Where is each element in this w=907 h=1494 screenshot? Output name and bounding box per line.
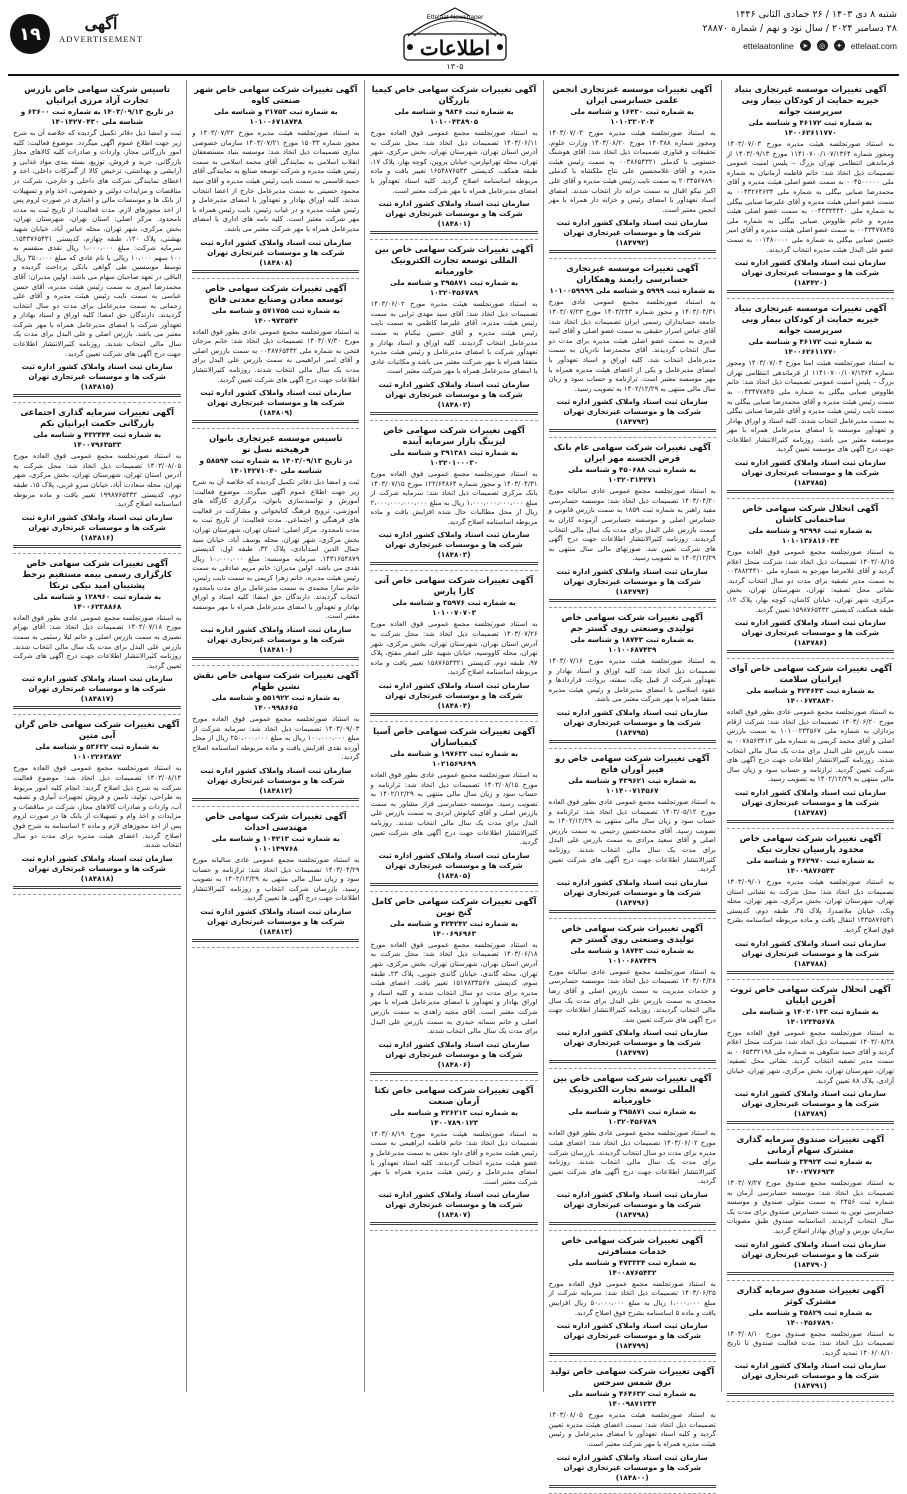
ad-column <box>186 80 364 1392</box>
notice-signature: سازمان ثبت اسناد واملاک کشور اداره ثبت شرکت ها و موسسات غیرتجاری تهران <box>556 1028 708 1048</box>
notice-title: آگهی تغییرات شرکت سهامی خاص مهندسی احداث <box>205 810 347 832</box>
notice-title: آگهی تغییرات شرکت سهامی خاص آسیا کیمیاسازان <box>373 726 535 748</box>
notice-title: آگهی تغییرات شرکت سهامی خاص تکتا آرمان صنعت <box>374 1084 534 1106</box>
notice-body: به استناد صورتجلسه هیئت مدیره مورخ ۱۴۰۳/۰۷/۰۳ ومجوز شماره ۱۱۴۱۰۷۰۰/۱۰۷/۱۳۶۴ مورخ ۱۴۰۳/۰۹/۱۳ از فرماندهی انتظامی تهران بزرگ – پلیس امنیت عمومی تصمیمات ذیل اتخاذ شد: خانم فاطمه آرمانیان به شماره ملی ۰۰۴۵۰۰۰۰۰ به سمت عضو اصلی هیئت مدیره و آقای محمدرضا صبایی بیگلی به شماره ملی ۰۰۴۳۲۶۴۶۳۴ به سمت عضو اصلی هیئت مدیره و آقای علیرضا صبایی بیگلی به شماره ملی ۰۰۴۳۳۳۴۴۴۰ به سمت عضو اصلی هیئت مدیره و خانم طاووس صبایی بیگلی به شماره ملی ۰۰۴۳۴۷۷۸۴۵ به سمت عضو اصلی هیئت مدیره و آقای امیر حسین صبایی بیگلی به شماره ملی ۰۰۱۴۸۰۰۰۰ به سمت عضو علی البدل هیئت مدیره انتخاب گردیدند. <box>726 140 894 254</box>
notice-separator <box>727 1393 894 1396</box>
legal-notice <box>370 722 537 892</box>
section-title-fa: آگهی <box>84 14 118 33</box>
legal-notice <box>549 259 716 438</box>
notice-separator <box>192 798 359 801</box>
notice-signature: سازمان ثبت اسناد واملاک کشور اداره ثبت شرکت ها و موسسات غیرتجاری تهران <box>378 1190 530 1210</box>
notice-code: (۱۸۴۷۸۸) <box>793 958 827 968</box>
notice-signature: سازمان ثبت اسناد واملاک کشور اداره ثبت شرکت ها و موسسات غیرتجاری تهران <box>734 458 886 478</box>
notice-code: (۱۸۴۴۲۰) <box>793 278 827 288</box>
notice-code: (۱۸۴۸۰۷) <box>437 1210 471 1220</box>
notice-signature: سازمان ثبت اسناد واملاک کشور اداره ثبت شرکت ها و موسسات غیرتجاری تهران <box>378 199 530 219</box>
notice-title: آگهی انحلال شرکت سهامی خاص ثروت آفرین ایلیان <box>730 983 891 1005</box>
legal-notice <box>192 80 359 279</box>
notice-title: آگهی تغییرات شرکت سهامی خاص کارگزاری رسمی بیمه مستقیم برخط پشتیبان امید نیکی ترنکا <box>22 557 172 590</box>
notice-body: به استناد صورتجلسه مجمع عمومی فوق العاده مورخ ۱۴۰۳/۰۸/۱۵ تصمیمات ذیل اتخاذ شد: شرکت منحل اعلام گردید و آقای غلامرضا مهرجو به شماره ملی ۰۰۳۸۸۲۴۴۱۰ به سمت مدیر تصفیه برای مدت دو سال انتخاب گردید. نشانی محل تصفیه: تهران، شهرستان تهران، بخش مرکزی، شهر تهران، خیابان کاشان، کوچه بهار، پلاک ۱۲، طبقه همکف، کدپستی ۱۵۹۸۷۶۵۴۳۲ تعیین گردید. <box>726 548 894 614</box>
legal-notice <box>370 1081 537 1232</box>
notice-body: به استناد صورتجلسه مجمع عمومی عادی بطور فوق العاده مورخ ۱۴۰۳/۰۷/۱۸ تصمیمات ذیل اتخاذ شد: آقای بهرام نصیری به سمت بازرس اصلی و خانم لیلا رستمی به سمت بازرس علی البدل برای مدت یک سال مالی انتخاب شدند. روزنامه کثیرالانتشار اطلاعات جهت درج آگهی های شرکت تعیین گردید. <box>13 613 182 670</box>
notice-registration: در تاریخ ۱۴۰۳/۰۹/۱۳ به شماره ثبت ۶۳۶۰۰ و شناسه ملی ۱۴۰۱۴۲۷۰۴۳۰ <box>20 107 174 126</box>
notice-body: به استناد صورتجلسه هیئت مدیره مورخ ۱۴۰۳/۰۶/۰۲ تصمیمات ذیل اتخاذ شد: آقای سید مهدی ترابی به سمت رئیس هیئت مدیره، آقای علیرضا کاظمی به سمت نایب رئیس هیئت مدیره و آقای حسین نیکنام به سمت مدیرعامل انتخاب گردیدند. کلیه اوراق و اسناد بهادار و تعهدآور شرکت با امضای مدیرعامل و رئیس هیئت مدیره متفقا همراه با مهر شرکت معتبر می باشد و مکاتبات عادی با امضای مدیرعامل همراه با مهر شرکت معتبر است. <box>370 300 538 376</box>
notice-code: (۱۸۴۸۰۳) <box>437 550 471 560</box>
notice-signature: سازمان ثبت اسناد واملاک کشور اداره ثبت شرکت ها و موسسات غیرتجاری تهران <box>734 1089 886 1109</box>
notice-signature: سازمان ثبت اسناد واملاک کشور اداره ثبت شرکت ها و موسسات غیرتجاری تهران <box>556 567 708 587</box>
ad-column <box>721 80 899 1392</box>
legal-notice <box>13 715 181 894</box>
social-handle-1[interactable]: ettelaatonline <box>743 40 794 51</box>
notice-registration: به شماره ثبت ۴۳۹۶۲۱ و شناسه ملی ۱۰۱۴۰۰۷۱۴۵۶۷ <box>568 776 697 795</box>
notice-signature: سازمان ثبت اسناد واملاک کشور اداره ثبت شرکت ها و موسسات غیرتجاری تهران <box>556 1321 708 1341</box>
notice-code: (۱۸۴۷۹۳) <box>615 417 649 427</box>
notice-separator <box>370 1072 537 1075</box>
notice-signature: سازمان ثبت اسناد واملاک کشور اداره ثبت شرکت ها و موسسات غیرتجاری تهران <box>556 1452 708 1472</box>
notice-signature: سازمان ثبت اسناد واملاک کشور اداره ثبت شرکت ها و موسسات غیرتجاری تهران <box>378 379 530 399</box>
notice-code: (۱۸۴۷۹۸) <box>615 1209 649 1219</box>
legal-notice <box>13 80 181 403</box>
notice-signature: سازمان ثبت اسناد واملاک کشور اداره ثبت شرکت ها و موسسات غیرتجاری تهران <box>200 388 352 408</box>
legal-notice <box>727 1130 894 1281</box>
section-title <box>56 14 146 44</box>
legal-notice <box>370 892 537 1081</box>
ads-columns <box>8 80 899 1482</box>
telegram-icon[interactable]: ➤ <box>800 40 811 51</box>
notice-signature: سازمان ثبت اسناد واملاک کشور اداره ثبت شرکت ها و موسسات غیرتجاری تهران <box>378 530 530 550</box>
legal-notice <box>192 807 359 948</box>
notice-separator <box>13 706 181 709</box>
notice-signature: سازمان ثبت اسناد واملاک کشور اداره ثبت شرکت ها و موسسات غیرتجاری تهران <box>378 850 530 870</box>
notice-body: ثبت و امضا ذیل دفاتر تکمیل گردیده که خلاصه آن به شرح زیر جهت اطلاع عموم آگهی میگردد. موضوع فعالیت: آموزش و توانمندسازی بانوان، برگزاری کارگاه های آموزشی، ترویج فرهنگ کتابخوانی و مشارکت در فعالیت های فرهنگی و اجتماعی. مدت فعالیت: از تاریخ ثبت به مدت نامحدود. مرکز اصلی: استان تهران، شهرستان تهران، بخش مرکزی، شهر تهران، محله یوسف آباد، خیابان سید جمال الدین اسدآبادی، پلاک ۳۲، طبقه اول، کدپستی ۱۴۳۱۶۵۴۸۷۹. سرمایه موسسه: مبلغ ۱۰،۰۰۰،۰۰۰ ریال نقدی می باشد. اولین مدیران: خانم مریم صادقی به سمت رئیس هیئت مدیره، خانم زهرا کریمی به سمت نایب رئیس، خانم سارا محمدی به سمت مدیرعامل برای مدت نامحدود انتخاب گردیدند. دارندگان حق امضا: کلیه اسناد و اوراق بهادار و تعهدآور با امضای مدیرعامل همراه با مهر موسسه معتبر است. <box>192 478 360 621</box>
notice-title: آگهی تغییرات شرکت سهامی خاص گران آبی متین <box>15 719 180 741</box>
notice-title: آگهی تغییرات سرمایه گذاری اجتماعی بازرگانی حکمت ایرانیان بکم <box>20 407 174 429</box>
notice-signature: سازمان ثبت اسناد واملاک کشور اداره ثبت شرکت ها و موسسات غیرتجاری تهران <box>734 1361 886 1381</box>
notice-code: (۱۸۴۷۸۹) <box>793 1109 827 1119</box>
notice-separator <box>192 270 359 273</box>
notice-registration: به شماره ثبت ۱۸۷۴۳ و شناسه ملی ۱۰۱۰۰۶۸۷۴۳۹ <box>570 635 694 655</box>
notice-separator <box>13 886 181 889</box>
notice-registration: به شماره ثبت ۴۶۲۹۷۰ و شناسه ملی ۱۴۰۰۹۸۷۶۵۴۳ <box>746 855 875 875</box>
ad-column <box>364 80 542 1392</box>
notice-separator <box>192 939 359 942</box>
notice-code: (۱۸۴۸۰۹) <box>259 408 293 418</box>
notice-body: به استناد صورتجلسه مجمع صندوق مورخ ۱۴۰۳/۰۸/۱۰ تصمیمات ذیل اتخاذ شد: مدت فعالیت صندوق تا تاریخ ۱۴۰۶/۰۸/۱۰ تمدید گردید. <box>726 1329 894 1357</box>
notice-registration: به شماره ثبت ۳۹۵۸۷۱ و شناسه ملی ۱۰۳۲۰۴۵۶۷۸۹ <box>568 1107 697 1127</box>
notice-separator <box>549 429 716 432</box>
notice-separator <box>370 713 537 716</box>
notice-title: آگهی تغییرات موسسه غیرتجاری بنیاد خیریه حمایت از کودکان بیمار وبی سرپرست جوانه <box>734 303 887 336</box>
legal-notice <box>370 240 537 421</box>
notice-title: آگهی تغییرات موسسه غیرتجاری حسابرسی رایمند وهمکاران <box>566 263 699 285</box>
notice-separator <box>370 1222 537 1225</box>
notice-code: (۱۸۴۸۱۰) <box>259 645 293 654</box>
notice-title: آگهی تغییرات شرکت سهامی خاص نقش نشین طهام <box>193 670 359 691</box>
notice-registration: به شماره ثبت ۵۷۱۷۵۵ و شناسه ملی ۱۴۰۰۹۷۳۵۴۲ <box>211 305 340 325</box>
notice-signature: سازمان ثبت اسناد واملاک کشور اداره ثبت شرکت ها و موسسات غیرتجاری تهران <box>200 625 352 644</box>
notice-registration: به شماره ثبت ۴۶۱۷۲ و شناسه ملی ۱۴۰۰۶۲۶۱۱۷۷۰ <box>748 337 873 357</box>
notice-separator <box>727 290 894 293</box>
legal-notice <box>727 1281 894 1403</box>
notice-title: آگهی تغییرات شرکت سهامی خاص لیزینگ بازار سرمایه آینده <box>383 424 525 446</box>
notice-registration: به شماره ثبت ۵۹۹۹ و شناسه ملی ۱۰۱۰۰۵۹۹۹۹ <box>549 286 715 296</box>
notice-separator <box>549 250 716 253</box>
notice-title: آگهی تغییرات شرکت سهامی خاص رو فیبر آوران فاتح <box>555 753 710 774</box>
notice-body: به استناد صورتجلسه هیئت مدیره مورخ ۱۴۰۳/۰۸/۱۹ تصمیمات ذیل اتخاذ شد: خانم فاطمه ابراهیمی به سمت رئیس هیئت مدیره و آقای داود نجفی به سمت مدیرعامل و عضو هیئت مدیره انتخاب گردیدند. کلیه اسناد تعهدآور با امضای مدیرعامل و رئیس هیئت مدیره همراه با مهر شرکت معتبر است. <box>370 1129 538 1186</box>
notice-registration: به شماره ثبت ۱۴۰۲۰۱۴۳ و شناسه ملی ۱۴۰۱۲۳۴۵۶۷۸ <box>742 1006 879 1026</box>
notice-signature: سازمان ثبت اسناد واملاک کشور اداره ثبت شرکت ها و موسسات غیرتجاری تهران <box>378 1039 530 1059</box>
notice-registration: به شماره ثبت ۴۵۰۶۸۸ و شناسه ملی ۱۰۳۲۰۳۱۴۲۷۱ <box>568 465 697 485</box>
notice-separator <box>549 910 716 913</box>
notice-registration: به شماره ثبت ۱۶۴۳۰ و شناسه ملی ۱۰۱۰۳۳۰۲۰۴ <box>570 107 694 126</box>
section-title-en: ADVERTISEMENT <box>59 34 143 44</box>
legal-notice <box>192 429 359 666</box>
instagram-icon[interactable]: ◎ <box>817 40 828 51</box>
notice-code: (۱۸۴۸۱۳) <box>259 926 293 936</box>
notice-signature: سازمان ثبت اسناد واملاک کشور اداره ثبت شرکت ها و موسسات غیرتجاری تهران <box>734 618 886 638</box>
notice-registration: به شماره ثبت ۵۳۶۳۲ و شناسه ملی ۱۰۱۰۲۲۶۳۸۷۲ <box>35 742 159 762</box>
notice-separator <box>13 545 181 548</box>
notice-signature: سازمان ثبت اسناد واملاک کشور اداره ثبت شرکت ها و موسسات غیرتجاری تهران <box>556 397 708 417</box>
notice-signature: سازمان ثبت اسناد واملاک کشور اداره ثبت شرکت ها و موسسات غیرتجاری تهران <box>200 765 352 785</box>
legal-notice <box>370 80 537 240</box>
notice-title: آگهی تغییرات شرکت سهامی خاص شهر صنعتی کاوه <box>194 84 358 105</box>
notice-code: (۱۸۴۷۹۱) <box>793 1381 827 1391</box>
notice-body: به استناد صورتجلسه مجمع عمومی عادی بطور فوق العاده مورخ ۱۴۰۳/۰۷/۳۰ تصمیمات ذیل اتخاذ شد: خانم مرجان فتحی به شماره ملی ۰۰۴۸۷۶۵۴۳۲ به سمت بازرس اصلی و آقای امیر ابراهیمی به سمت بازرس علی البدل برای مدت یک سال مالی انتخاب شدند. روزنامه کثیرالانتشار اطلاعات جهت درج آگهی های شرکت تعیین گردید. <box>192 327 360 384</box>
notice-separator <box>727 1272 894 1275</box>
notice-separator <box>370 412 537 415</box>
notice-registration: به شماره ثبت ۱۲۸۹۶۰ و شناسه ملی ۱۴۰۰۶۲۳۸۸۶۸ <box>33 591 162 611</box>
social-links <box>743 40 897 51</box>
ad-column <box>8 80 186 1392</box>
legal-notice <box>727 659 894 829</box>
notice-body: ثبت و امضا ذیل دفاتر تکمیل گردیده که خلاصه آن به شرح زیر جهت اطلاع عموم آگهی میگردد. موضوع فعالیت: کلیه امور بازرگانی مجاز، واردات و صادرات کلیه کالاهای مجاز بازرگانی، خرید و فروش، توزیع، بسته بندی مواد غذایی و آرایشی و بهداشتی، ترخیص کالا از گمرکات داخلی، اخذ و اعطای نمایندگی شرکت های داخلی و خارجی، شرکت در مناقصات و مزایدات دولتی و خصوصی، اخذ وام و تسهیلات از بانک ها و موسسات مالی و اعتباری در صورت لزوم پس از اخذ مجوزهای لازم. مدت فعالیت: از تاریخ ثبت به مدت نامحدود. مرکز اصلی: استان تهران، شهرستان تهران، بخش مرکزی، شهر تهران، محله عباس آباد، خیابان شهید بهشتی، پلاک ۱۲۰، طبقه چهارم، کدپستی ۱۵۳۳۷۶۵۴۳۱. سرمایه شرکت: مبلغ ۱،۰۰۰،۰۰۰ ریال نقدی منقسم به ۱۰۰ سهم ۱۰،۰۰۰ ریالی با نام عادی که مبلغ ۳۵۰،۰۰۰ ریال توسط موسسین طی گواهی بانکی پرداخت گردیده و الباقی در تعهد صاحبان سهام می باشد. اولین مدیران: آقای محمدرضا امیری به سمت رئیس هیئت مدیره، آقای حسن عباسی به سمت نایب رئیس هیئت مدیره و آقای علی رحمانی به سمت مدیرعامل برای مدت دو سال انتخاب گردیدند. دارندگان حق امضا: کلیه اوراق و اسناد بهادار و تعهدآور شرکت با امضای مدیرعامل همراه با مهر شرکت معتبر می باشد. بازرس اصلی و علی البدل برای مدت یک سال مالی انتخاب شدند. روزنامه کثیرالانتشار اطلاعات جهت درج آگهی های شرکت تعیین گردید. <box>13 129 182 358</box>
notice-registration: به شماره ثبت ۱۰۴۲۱۳ و شناسه ملی ۱۰۱۰۱۴۹۷۶۸ <box>211 833 340 853</box>
notice-registration: به شماره ثبت ۴۲۴۶۴۳ و شناسه ملی ۱۴۰۰۶۷۳۸۸۴۰ <box>746 686 875 706</box>
notice-registration: به شماره ثبت ۳۵۸۲۹ و شناسه ملی ۱۴۰۰۴۵۶۷۸۹۰ <box>748 1307 873 1327</box>
notice-separator <box>727 650 894 653</box>
notice-title: آگهی تغییرات شرکت سهامی خاص بین المللی توسعه تجارت الکترونیک خاورمیانه <box>374 244 534 277</box>
notice-separator <box>192 420 359 423</box>
notice-separator <box>727 1121 894 1124</box>
notice-body: به استناد صورتجلسه مجمع عمومی عادی سالیانه مورخ ۱۴۰۳/۰۴/۲۰ تصمیمات ذیل اتخاذ شد: موسسه حسابرسی مفید راهبر به شماره ثبت ۱۸۵۹ به سمت بازرس قانونی و حسابرس اصلی و موسسه حسابرسی آزموده کاران به سمت بازرس علی البدل برای مدت یک سال مالی انتخاب گردیدند. روزنامه کثیرالانتشار اطلاعات جهت درج آگهی های شرکت تعیین شد. صورتهای مالی سال منتهی به ۱۴۰۲/۱۲/۲۹ به تصویب رسید. <box>548 487 716 563</box>
notice-separator <box>370 883 537 886</box>
notice-separator <box>370 562 537 565</box>
legal-notice <box>192 279 359 430</box>
legal-notice <box>370 571 537 722</box>
notice-registration: به شماره ثبت ۹۳۹۹۶ و شناسه ملی ۱۰۱۰۱۳۶۸۱۶۰۴۳ <box>748 526 873 546</box>
notice-code: (۱۸۴۸۱۲) <box>259 785 293 795</box>
notice-signature: سازمان ثبت اسناد واملاک کشور اداره ثبت شرکت ها و موسسات غیرتجاری تهران <box>556 218 708 238</box>
legal-notice <box>549 919 716 1070</box>
notice-separator <box>727 820 894 823</box>
notice-separator <box>549 740 716 743</box>
notice-signature: سازمان ثبت اسناد واملاک کشور اداره ثبت شرکت ها و موسسات غیرتجاری تهران <box>21 853 173 873</box>
notice-body: به استناد صورتجلسه هیئت مدیره مورخ ۱۴۰۳/۰۷/۲۲ و مجوز شماره ۱۵۰۳۳ مورخ ۱۴۰۳/۰۷/۲۱ سازمان خصوصی سازی تصمیمات ذیل اتخاذ شد: موسسه بنیاد مستضعفان انقلاب اسلامی به نمایندگی آقای محمد اسلامی به سمت رئیس هیئت مدیره و شرکت توسعه صنایع به نمایندگی آقای حمید قاسمی به سمت نایب رئیس هیئت مدیره و آقای سید محمود حسینی به سمت مدیرعامل خارج از اعضا انتخاب شدند. کلیه اوراق بهادار و تعهدآور با امضای مدیرعامل و رئیس هیئت مدیره و در غیاب رئیس، نایب رئیس همراه با مهر شرکت معتبر است. کلیه نامه های اداری با امضای مدیرعامل همراه با مهر شرکت معتبر می باشد. <box>192 129 360 233</box>
notice-signature: سازمان ثبت اسناد واملاک کشور اداره ثبت شرکت ها و موسسات غیرتجاری تهران <box>556 708 708 727</box>
notice-body: به استناد صورتجلسه مجمع عمومی فوق العاده مورخ ۱۴۰۳/۰۷/۲۶ تصمیمات ذیل اتخاذ شد: محل شرکت به آدرس استان تهران، شهرستان تهران، بخش مرکزی، شهر تهران، محله کاووسیه، خیابان شهید علی اصغر مفتح، پلاک ۹۷، طبقه دوم، کدپستی ۱۵۸۷۶۵۴۳۲۱ تغییر یافت و ماده مربوطه اساسنامه اصلاح گردید. <box>370 620 538 677</box>
notice-code: (۱۸۴۷۸۷) <box>793 807 827 817</box>
notice-separator <box>727 490 894 493</box>
notice-code: (۱۸۴۸۱۵) <box>80 382 114 392</box>
legal-notice <box>549 749 716 919</box>
notice-title: آگهی تغییرات موسسه غیرتجاری انجمن علمی حسابرسی ایران <box>552 84 713 105</box>
issue-date-line-1: شنبه ۸ دی ۱۴۰۳ / ۲۶ جمادی الثانی ۱۴۴۶ <box>735 9 897 20</box>
notice-registration: به شماره ثبت ۴۳۲۴۴۴ و شناسه ملی ۱۴۰۰۷۹۶۳۵۳۳ <box>33 430 162 450</box>
notice-body: به استناد صورتجلسه هیئت مدیره مورخ ۱۴۰۳/۰۹/۰۱ تصمیمات ذیل اتخاذ شد: محل شرکت به نشانی استان تهران، شهرستان تهران، بخش مرکزی، شهر تهران، محله ونک، خیابان ملاصدرا، پلاک ۴۵، طبقه دوم، کدپستی ۱۴۳۵۸۷۶۵۴۱ انتقال یافت و ماده مربوطه اساسنامه بشرح فوق اصلاح گردید. <box>726 877 894 934</box>
notice-body: به استناد صورتجلسه مجمع عمومی عادی بطور فوق العاده مورخ ۱۴۰۳/۰۸/۱۵ تصمیمات ذیل اتخاذ شد: ترازنامه و حساب سود و زیان سال مالی منتهی به ۱۴۰۲/۱۲/۲۹ به تصویب رسید. موسسه حسابرسی فراز مشاور به سمت بازرس اصلی و آقای کیانوش ایزدی به سمت بازرس علی البدل برای مدت یک سال مالی انتخاب شدند. روزنامه کثیرالانتشار اطلاعات جهت درج آگهی های شرکت تعیین گردید. <box>370 771 538 847</box>
notice-signature: سازمان ثبت اسناد واملاک کشور اداره ثبت شرکت ها و موسسات غیرتجاری تهران <box>734 1239 886 1259</box>
page-number: ۱۹ <box>10 14 50 54</box>
notice-separator <box>727 971 894 974</box>
notice-signature: سازمان ثبت اسناد واملاک کشور اداره ثبت شرکت ها و موسسات غیرتجاری تهران <box>21 674 173 694</box>
legal-notice <box>549 438 716 608</box>
notice-code: (۱۸۴۷۹۷) <box>615 1048 649 1058</box>
notice-title: آگهی تغییرات شرکت سهامی خاص خدمات مسافرتی <box>561 1234 703 1256</box>
notice-registration: به شماره ثبت ۳۹۵۸۷۱ و شناسه ملی ۱۰۳۲۰۴۵۶۷۸۹ <box>390 278 518 298</box>
notice-body: به استناد صورتجلسه مجمع عمومی فوق العاده مورخ ۱۴۰۳/۰۶/۲۵ تصمیمات ذیل اتخاذ شد: سرمایه شرکت از مبلغ ۱،۰۰۰،۰۰۰ ریال به مبلغ ۵۰،۰۰۰،۰۰۰ ریال افزایش یافت و ماده ۵ اساسنامه بشرح فوق اصلاح گردید. <box>548 1279 716 1317</box>
notice-separator <box>549 599 716 602</box>
notice-code: (۱۸۴۷۸۵) <box>793 478 827 488</box>
legal-notice <box>549 1231 716 1362</box>
notice-registration: به شماره ثبت ۴۶۱۷۲ و شناسه ملی ۱۴۰۰۶۲۶۱۱۷۷۰ <box>748 118 873 137</box>
masthead-logo <box>390 2 520 72</box>
legal-notice <box>727 499 894 659</box>
ad-column <box>543 80 721 1482</box>
notice-title: آگهی تغییرات شرکت سهامی خاص تولید برق شمس سرخس <box>550 1366 715 1388</box>
notice-registration: به شماره ثبت ۲۱۷۵۳ و شناسه ملی ۱۰۱۰۰۶۷۱۸۷۴۸ <box>214 107 338 126</box>
legal-notice <box>549 1069 716 1231</box>
notice-separator <box>549 1222 716 1225</box>
header-divider <box>8 74 899 76</box>
notice-title: آگهی تغییرات شرکت سهامی خاص تولیدی وصنعتی روی گستر جم <box>561 922 703 944</box>
notice-body: به استناد صورتجلسه هیئت امنا مورخ ۱۴۰۳/۰۷/۰۳ ومجوز شماره ۱۱۴۱۰۷۰۰/۱۰۷/۱۳۶۴ از فرماندهی انتظامی تهران بزرگ – پلیس امنیت عمومی تصمیمات ذیل اتخاذ شد: خانم طاووس صبایی بیگلی به شماره ملی ۰۰۴۳۴۷۷۸۴۵ به سمت رئیس هیئت مدیره و آقای محمدرضا صبایی بیگلی به سمت نایب رئیس هیئت مدیره و آقای علیرضا صبایی بیگلی به سمت مدیرعامل انتخاب شدند. کلیه اسناد و اوراق بهادار و تعهدآور موسسه با امضای مدیرعامل همراه با مهر موسسه معتبر می باشد. روزنامه کثیرالانتشار اطلاعات جهت درج آگهی های موسسه تعیین گردید. <box>726 359 894 454</box>
notice-registration: به شماره ثبت ۱۸۷۴۳ و شناسه ملی ۱۰۱۰۰۶۸۷۴۳۹ <box>570 945 694 965</box>
notice-body: به استناد صورتجلسه مجمع عمومی عادی بطور فوق العاده مورخ ۱۴۰۳/۰۶/۲۰ تصمیمات ذیل اتخاذ شد: شرکت ارقام پردازان به شماره ملی ۱۰۱۰۰۲۳۴۵۶۷ به سمت بازرس اصلی و آقای محمد کریمی به شماره ملی ۰۰۷۸۵۶۳۴۱۲ به سمت بازرس علی البدل برای مدت یک سال مالی انتخاب شدند. روزنامه کثیرالانتشار اطلاعات جهت درج آگهی های شرکت تعیین گردید. ترازنامه و حساب سود و زیان سال مالی منتهی به ۱۴۰۲/۱۲/۲۹ به تصویب رسید. <box>726 708 895 784</box>
notice-separator <box>13 394 181 397</box>
notice-body: به استناد صورتجلسه مجمع عمومی عادی مورخ ۱۴۰۳/۰۴/۳۱ و مجوز شماره ۱۴۰۳/۲۴۳ مورخ ۱۴۰۳/۰۷/۲۳ جامعه حسابداران رسمی ایران تصمیمات ذیل اتخاذ شد: آقای عباس اسرار حقیقی به سمت عضو اصلی و آقای امید قدیری به سمت عضو اصلی هیئت مدیره برای مدت دو سال انتخاب گردیدند. آقای محمدرضا نادریان به سمت مدیرعامل انتخاب شد. کلیه اوراق و اسناد تعهدآور با امضای مدیرعامل و یکی از اعضای هیئت مدیره همراه با مهر موسسه معتبر است. ترازنامه و حساب سود و زیان سال مالی منتهی به ۱۴۰۲/۱۲/۲۹ به تصویب رسید. <box>548 298 716 393</box>
masthead-top-text: Ettelaat Newspaper <box>426 14 484 21</box>
notice-signature: سازمان ثبت اسناد واملاک کشور اداره ثبت شرکت ها و موسسات غیرتجاری تهران <box>21 362 173 382</box>
notice-code: (۱۸۴۸۰۵) <box>437 870 471 880</box>
legal-notice <box>727 80 894 299</box>
issue-date <box>597 8 897 36</box>
legal-notice <box>727 980 894 1131</box>
notice-title: آگهی تغییرات موسسه غیرتجاری بنیاد خیریه حمایت از کودکان بیمار وبی سرپرست جوانه <box>734 84 887 116</box>
notice-code: (۱۸۴۸۱۶) <box>80 532 114 542</box>
notice-body: به استناد صورتجلسه مجمع عمومی فوق العاده مورخ ۱۴۰۳/۰۶/۱۱ تصمیمات ذیل اتخاذ شد: محل شرکت به آدرس استان تهران، شهرستان تهران، بخش مرکزی، شهر تهران، محله تهرانپارس، خیابان پروین، کوچه بهار، پلاک ۱۷، طبقه همکف، کدپستی ۱۶۵۴۸۷۶۵۴۳ تغییر یافت و ماده مربوطه اساسنامه اصلاح گردید. کلیه اسناد تعهدآور با امضای مدیرعامل همراه با مهر شرکت معتبر است. <box>370 129 538 195</box>
social-handle-2[interactable]: ettelaat.com <box>850 40 897 51</box>
notice-signature: سازمان ثبت اسناد واملاک کشور اداره ثبت شرکت ها و موسسات غیرتجاری تهران <box>556 877 708 897</box>
notice-code: (۱۸۴۸۰۰) <box>615 1472 649 1482</box>
notice-body: به استناد صورتجلسه مجمع عمومی فوق العاده مورخ ۱۴۰۳/۰۸/۱۴ تصمیمات ذیل اتخاذ شد: موضوع فعالیت شرکت به شرح ذیل اصلاح گردید: انجام کلیه امور مربوط به طراحی، تولید، تامین و فروش تجهیزات آبیاری و تصفیه آب، واردات و صادرات کالاهای مجاز، شرکت در مناقصات و مزایدات و اخذ وام و تسهیلات از بانک ها در صورت لزوم پس از اخذ مجوزهای لازم و ماده ۲ اساسنامه به شرح فوق اصلاح گردید. اعضای هیئت مدیره برای مدت دو سال انتخاب شدند. <box>13 764 182 850</box>
legal-notice <box>727 299 894 499</box>
legal-notice <box>727 829 894 980</box>
notice-signature: سازمان ثبت اسناد واملاک کشور اداره ثبت شرکت ها و موسسات غیرتجاری تهران <box>200 906 352 926</box>
legal-notice <box>370 421 537 572</box>
notice-title: آگهی تغییرات شرکت سهامی خاص آوای ایرانیان سلامت <box>728 663 892 685</box>
issue-date-line-2: ۲۸ دسامبر ۲۰۲۴ / سال نود و نهم / شماره ۲۸۸۷۰ <box>702 23 897 34</box>
legal-notice <box>549 80 716 259</box>
notice-code: (۱۸۴۷۹۵) <box>615 728 649 737</box>
notice-body: به استناد صورتجلسه هیئت مدیره مورخ ۱۴۰۳/۰۷/۰۳ ومجوز شماره ۱۴۰۳۸۸ مورخ ۱۴۰۳/۰۸/۲۰ وزارت علوم، تحقیقات و فناوری تصمیمات ذیل اتخاذ شد: آقای هوشنگ خستویی با کدملی ۰۰۳۸۶۵۴۳۲۱ به سمت رئیس هیئت مدیره و آقای غلامحسین علی نتاج ملکشاه با کدملی ۲۰۳۴۵۶۷۸۹۰ به سمت نایب رئیس هیئت مدیره و آقای علی اکبر نیکو اقبال به سمت خزانه دار انتخاب شدند. امضای اسناد تعهدآور با امضای رئیس و خزانه دار همراه با مهر انجمن معتبر است. <box>548 129 716 214</box>
notice-title: آگهی تغییرات صندوق سرمایه گذاری مشترک کوثر <box>736 1284 885 1306</box>
notice-code: (۱۸۴۸۱۸) <box>80 873 114 883</box>
notice-title: آگهی تغییرات صندوق سرمایه گذاری مشترک سهام آرمانی <box>736 1134 885 1156</box>
legal-notice <box>192 666 359 807</box>
notice-code: (۱۸۴۸۰۸) <box>259 257 293 267</box>
notice-title: تاسیس شرکت سهامی خاص بازرس تجارت آزاد مرزی ایرانیان <box>24 84 171 105</box>
legal-notice <box>549 608 716 749</box>
notice-registration: به شماره ثبت ۴۶۴۶۳۲ و شناسه ملی ۱۴۰۰۹۸۷۱۲۳۴ <box>568 1389 697 1409</box>
notice-separator <box>549 1353 716 1356</box>
notice-registration: به شماره ثبت ۳۵۹۷۶ و شناسه ملی ۱۰۱۰۰۷۰۷۰۳ <box>392 598 516 618</box>
notice-registration: به شماره ثبت ۴۲۴۲۴۲ و شناسه ملی ۱۴۰۰۶۹۶۹۶۳ <box>390 918 518 938</box>
notice-title: آگهی انحلال شرکت سهامی خاص ساختمانی کاشان <box>742 503 879 525</box>
notice-body: به استناد صورتجلسه مجمع عمومی فوق العاده مورخ ۱۴۰۳/۰۸/۲۸ تصمیمات ذیل اتخاذ شد: شرکت منحل اعلام گردید و آقای حمید شکوهی به شماره ملی ۰۰۶۵۴۳۲۱۹۸ به سمت مدیر تصفیه انتخاب گردید. نشانی محل تصفیه: تهران، شهرستان تهران، بخش مرکزی، شهر تهران، خیابان آزادی، پلاک ۸۸ تعیین گردید. <box>726 1028 894 1085</box>
notice-title: آگهی تغییرات شرکت سهامی خاص آنی کارا پارس <box>374 575 534 597</box>
notice-registration: به شماره ثبت ۴۲۶۲۱۳ و شناسه ملی ۱۴۰۰۷۸۹۰۱۲۳ <box>390 1107 518 1127</box>
notice-title: آگهی تغییرات شرکت سهامی خاص محدود پارسیان تجارت نیک <box>739 832 882 854</box>
legal-notice <box>13 403 181 554</box>
notice-code: (۱۸۴۷۸۶) <box>793 638 827 648</box>
notice-code: (۱۸۴۷۹۰) <box>793 1259 827 1269</box>
notice-registration: به شماره ثبت ۹۸۳۶ و شناسه ملی ۱۰۱۰۰۴۳۸۹۰۵ <box>394 107 514 126</box>
notice-signature: سازمان ثبت اسناد واملاک کشور اداره ثبت شرکت ها و موسسات غیرتجاری تهران <box>21 512 173 532</box>
notice-separator <box>192 657 359 660</box>
notice-code: (۱۸۴۸۰۲) <box>437 399 471 409</box>
notice-body: به استناد صورتجلسه مجمع عمومی عادی سالیانه مورخ ۱۴۰۳/۰۴/۲۹ تصمیمات ذیل اتخاذ شد: ترازنامه و حساب سود و زیان سال مالی منتهی به ۱۴۰۲/۱۲/۲۹ به تصویب رسید. بازرسان شرکت انتخاب و روزنامه کثیرالانتشار اطلاعات جهت درج آگهی ها تعیین گردید. <box>192 855 360 903</box>
notice-body: به استناد صورتجلسه مجمع عمومی عادی بطور فوق العاده مورخ ۱۴۰۳/۰۵/۱۲ تصمیمات ذیل اتخاذ شد: ترازنامه و حساب سود و زیان سال مالی منتهی به ۱۴۰۲/۱۲/۲۹ به تصویب رسید. آقای محمدحسین رحیمی به سمت بازرس اصلی و آقای سعید مرادی به سمت بازرس علی البدل برای مدت یک سال مالی انتخاب شدند. روزنامه کثیرالانتشار اطلاعات جهت درج آگهی های شرکت تعیین گردید. <box>548 798 716 874</box>
notice-signature: سازمان ثبت اسناد واملاک کشور اداره ثبت شرکت ها و موسسات غیرتجاری تهران <box>378 681 530 701</box>
notice-registration: به شماره ثبت ۵۵۱۹۲۲ و شناسه ملی ۱۴۰۰۹۹۸۶۶۵ <box>211 693 340 712</box>
notice-code: (۱۸۴۷۹۲) <box>615 238 649 248</box>
notice-body: به استناد صورتجلسه مجمع عمومی فوق العاده مورخ ۱۴۰۳/۰۹/۰۳ تصمیمات ذیل اتخاذ شد: سرمایه شرکت از مبلغ ۱۰۰،۰۰۰،۰۰۰ ریال به مبلغ ۲۵۰،۰۰۰،۰۰۰ ریال از محل آورده نقدی افزایش یافت و ماده مربوطه اساسنامه اصلاح گردید. <box>192 715 360 762</box>
notice-separator <box>370 231 537 234</box>
notice-registration: به شماره ثبت ۳۴۹۲۴ و شناسه ملی ۱۴۰۰۲۷۷۶۹۲۴ <box>748 1157 873 1177</box>
notice-registration: در تاریخ ۱۴۰۳/۰۹/۱۳ به شماره ثبت ۵۸۵۹۴ و شناسه ملی ۱۴۰۱۴۲۷۱۰۴۰ <box>199 456 353 476</box>
notice-code: (۱۸۴۸۰۱) <box>437 219 471 229</box>
notice-signature: سازمان ثبت اسناد واملاک کشور اداره ثبت شرکت ها و موسسات غیرتجاری تهران <box>734 787 886 807</box>
notice-registration: به شماره ثبت ۱۹۷۶۳۲ و شناسه ملی ۱۰۲۱۵۶۹۶۹۹ <box>390 749 518 769</box>
notice-signature: سازمان ثبت اسناد واملاک کشور اداره ثبت شرکت ها و موسسات غیرتجاری تهران <box>734 938 886 958</box>
notice-body: به استناد صورتجلسه مجمع عمومی عادی سالیانه مورخ ۱۴۰۳/۰۴/۲۸ تصمیمات ذیل اتخاذ شد: موسسه حسابرسی و خدمات مدیریت به سمت بازرس اصلی و آقای رضا محمدی به سمت بازرس علی البدل برای مدت یک سال مالی انتخاب گردیدند. روزنامه کثیرالانتشار اطلاعات جهت درج آگهی های شرکت تعیین شد. <box>548 967 716 1024</box>
notice-title: آگهی تغییرات شرکت سهامی خاص تولیدی وصنعتی روی گستر جم <box>561 612 703 634</box>
notice-code: (۱۸۴۷۹۹) <box>615 1341 649 1351</box>
notice-separator <box>549 1485 716 1488</box>
legal-notice <box>549 1362 716 1493</box>
notice-body: به استناد صورتجلسه مجمع صندوق مورخ ۱۴۰۳/۰۷/۲۷ تصمیمات ذیل اتخاذ شد: موسسه حسابرسی آرمان به شماره ثبت ۲۴۵۶ به سمت متولی صندوق و موسسه حسابرسی نوین به سمت حسابرس صندوق برای مدت یک سال انتخاب گردیدند. اساسنامه صندوق طبق مصوبات سازمان بورس و اوراق بهادار اصلاح گردید. <box>726 1179 894 1236</box>
notice-body: به استناد صورتجلسه هیئت مدیره مورخ ۱۴۰۳/۰۷/۱۶ تصمیمات ذیل اتخاذ شد: کلیه اوراق و اسناد بهادار و تعهدآور شرکت از قبیل چک، سفته، بروات، قراردادها و عقود اسلامی با امضای مدیرعامل و رئیس هیئت مدیره متفقا همراه با مهر شرکت معتبر می باشد. <box>548 657 716 704</box>
masthead-year: ۱۳۰۵ <box>446 62 464 71</box>
notice-code: (۱۸۴۸۱۷) <box>80 694 114 704</box>
notice-title: آگهی تغییرات شرکت سهامی خاص کیمیا بازرگان <box>371 84 537 105</box>
notice-title: آگهی تغییرات شرکت سهامی خاص کامل گنج نوین <box>371 895 537 917</box>
page-header <box>0 0 907 78</box>
twitter-icon[interactable]: ✦ <box>834 40 845 51</box>
notice-title: آگهی تغییرات شرکت سهامی خاص بین المللی توسعه تجارت الکترونیک خاورمیانه <box>553 1073 712 1106</box>
notice-code: (۱۸۴۸۰۶) <box>437 1059 471 1069</box>
notice-code: (۱۸۴۸۰۴) <box>437 701 471 711</box>
notice-registration: به شماره ثبت ۳۹۱۳۸۱ و شناسه ملی ۱۰۳۲۰۱۰۰۰۳۰ <box>390 447 518 467</box>
notice-signature: سازمان ثبت اسناد واملاک کشور اداره ثبت شرکت ها و موسسات غیرتجاری تهران <box>734 258 886 278</box>
notice-body: به استناد صورتجلسه هیئت مدیره مورخ ۱۴۰۳/۰۸/۰۵ تصمیمات ذیل اتخاذ شد: سمت اعضای هیئت مدیره تعیین گردید و کلیه اسناد تعهدآور با امضای مدیرعامل و رئیس هیئت مدیره همراه با مهر شرکت معتبر است. <box>548 1411 716 1449</box>
notice-title: تاسیس موسسه غیرتجاری بانوان فرهیخته نسل نو <box>209 433 343 455</box>
notice-body: به استناد صورتجلسه مجمع عمومی فوق العاده مورخ ۱۴۰۳/۰۸/۰۵ تصمیمات ذیل اتخاذ شد: محل شرکت به آدرس استان تهران، شهرستان تهران، بخش مرکزی، شهر تهران، محله سعادت آباد، خیابان سرو غربی، پلاک ۱۵، طبقه دوم، کدپستی ۱۹۹۸۷۶۵۴۳۲ تغییر یافت و ماده مربوطه اساسنامه اصلاح گردید. <box>13 452 182 509</box>
notice-registration: به شماره ثبت ۴۷۳۳۳۴ و شناسه ملی ۱۴۰۰۸۷۶۵۴۳۲ <box>568 1257 697 1277</box>
notice-body: به استناد صورتجلسه مجمع عمومی فوق العاده مورخ ۱۴۰۳/۰۴/۳۱ و مجوز شماره ۱۲۲/۶۴۸۶۴ مورخ ۱۴۰۳/۰۷/۱۵ بانک مرکزی تصمیمات ذیل اتخاذ شد: سرمایه شرکت از مبلغ ۱،۰۰۰،۰۰۰،۰۰۰،۰۰۰ ریال به مبلغ ۲،۰۰۰،۰۰۰،۰۰۰،۰۰۰ ریال از محل مطالبات حال شده افزایش یافت و ماده مربوطه اساسنامه اصلاح گردید. <box>370 469 538 526</box>
notice-title: آگهی تغییرات شرکت سهامی خاص توسعه معادن وصنایع معدنی فاتح <box>205 282 347 304</box>
notice-signature: سازمان ثبت اسناد واملاک کشور اداره ثبت شرکت ها و موسسات غیرتجاری تهران <box>200 237 352 257</box>
notice-body: به استناد صورتجلسه مجمع عمومی عادی بطور فوق العاده مورخ ۱۴۰۳/۰۶/۰۲ تصمیمات ذیل اتخاذ شد: اعضای هیئت مدیره برای مدت دو سال انتخاب گردیدند. بازرسان شرکت برای مدت یک سال مالی انتخاب شدند. روزنامه کثیرالانتشار اطلاعات جهت درج آگهی های شرکت تعیین گردید. <box>548 1129 716 1186</box>
notice-signature: سازمان ثبت اسناد واملاک کشور اداره ثبت شرکت ها و موسسات غیرتجاری تهران <box>556 1189 708 1209</box>
masthead-title: اطلاعات <box>419 36 491 60</box>
notice-code: (۱۸۴۷۹۴) <box>615 587 649 597</box>
notice-separator <box>549 1060 716 1063</box>
notice-title: آگهی تغییرات شرکت سهامی عام بانک قرض الحسنه مهر ایران <box>553 442 711 464</box>
notice-code: (۱۸۴۷۹۶) <box>615 897 649 907</box>
legal-notice <box>13 554 181 716</box>
notice-body: به استناد صورتجلسه مجمع عمومی فوق العاده مورخ ۱۴۰۳/۰۶/۱۸ تصمیمات ذیل اتخاذ شد: محل شرکت به آدرس استان تهران، شهرستان تهران، بخش مرکزی، شهر تهران، محله گاندی، خیابان گاندی جنوبی، پلاک ۲۳، طبقه سوم، کدپستی ۱۵۱۷۸۳۴۵۶۷ تغییر یافت. اعضای هیئت مدیره برای مدت دو سال انتخاب شدند و کلیه اسناد و اوراق بهادار و تعهدآور با امضای مدیرعامل همراه با مهر شرکت معتبر است. آقای مجید زاهدی به سمت بازرس اصلی و خانم سمانه حیدری به سمت بازرس علی البدل برای مدت یک سال مالی انتخاب شدند. <box>370 940 538 1036</box>
